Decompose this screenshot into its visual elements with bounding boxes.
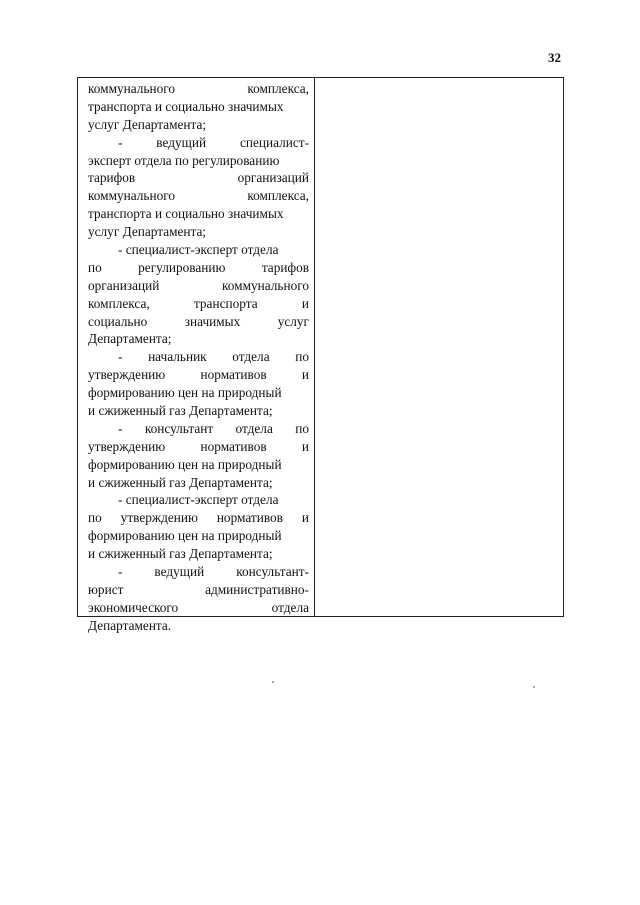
line-text-segment: услуг Департамента; (88, 116, 207, 132)
table-text-line (88, 545, 309, 563)
table-text-line (88, 80, 309, 98)
table-text-line (88, 599, 309, 617)
table-text-line (88, 491, 309, 509)
table-text-line (88, 277, 309, 295)
line-text-segment: нормативов (200, 367, 267, 383)
line-text-segment: административно- (205, 581, 309, 597)
line-text-segment: значимых (184, 313, 241, 329)
table-text-line (88, 438, 309, 456)
table-text-line (88, 152, 309, 170)
line-text-segment: - (118, 349, 123, 365)
table-text-line (88, 348, 309, 366)
line-text-segment: ведущий (154, 564, 205, 580)
line-text-segment: экономического (88, 599, 179, 615)
table-text-line (88, 509, 309, 527)
line-text-segment: коммунального (88, 188, 176, 204)
line-text-segment: утверждению (120, 510, 198, 526)
table-text-line (88, 474, 309, 492)
line-text-segment: по (295, 349, 309, 365)
table-cell-positions (78, 78, 315, 633)
line-text-segment: услуг (277, 313, 309, 329)
line-text-segment: и (301, 510, 309, 526)
scan-speck (533, 686, 535, 688)
line-text-segment: нормативов (216, 510, 283, 526)
line-text-segment: по (88, 259, 102, 275)
table-text-line (88, 98, 309, 116)
table-text-line (88, 187, 309, 205)
line-text-segment: и сжиженный газ Департамента; (88, 474, 273, 490)
line-text-segment: отдела (235, 420, 273, 436)
line-text-segment: транспорта и социально значимых (88, 98, 284, 114)
table-text-line (88, 527, 309, 545)
table-text-line (88, 116, 309, 134)
line-text-segment: и (301, 295, 309, 311)
positions-table (77, 77, 564, 633)
line-text-segment: ведущий (156, 134, 207, 150)
line-text-segment: отдела (232, 349, 270, 365)
table-text-line (88, 456, 309, 474)
line-text-segment: утверждению (88, 367, 166, 383)
line-text-segment: - (118, 564, 123, 580)
line-text-segment: эксперт отдела по регулированию (88, 152, 280, 168)
table-text-line (88, 223, 309, 241)
line-text-segment: и (301, 367, 309, 383)
line-text-segment: консультант (144, 420, 214, 436)
line-text-segment: нормативов (200, 438, 267, 454)
line-text-segment: услуг Департамента; (88, 224, 207, 240)
line-text-segment: юрист (88, 581, 124, 597)
line-text-segment: тарифов (261, 259, 309, 275)
line-text-segment: формированию цен на природный (88, 385, 282, 401)
table-text-line (88, 205, 309, 223)
line-text-segment: отдела (271, 599, 309, 615)
table-text-line (88, 169, 309, 187)
line-text-segment: - специалист-эксперт отдела (118, 242, 279, 258)
table-text-line (88, 563, 309, 581)
line-text-segment: транспорта и социально значимых (88, 206, 284, 222)
line-text-segment: тарифов (88, 170, 136, 186)
line-text-segment: - (118, 134, 123, 150)
line-text-segment: по (88, 510, 102, 526)
table-text-line (88, 581, 309, 599)
line-text-segment: комплекса, (88, 295, 150, 311)
line-text-segment: начальник (148, 349, 207, 365)
table-text-line (88, 134, 309, 152)
table-text-line (88, 384, 309, 402)
line-text-segment: транспорта (193, 295, 258, 311)
line-text-segment: и сжиженный газ Департамента; (88, 403, 273, 419)
table-text-line (88, 313, 309, 331)
line-text-segment: организаций (237, 170, 309, 186)
line-text-segment: Департамента; (88, 331, 172, 347)
line-text-segment: и (301, 438, 309, 454)
scan-speck (272, 681, 274, 683)
table-text-line (88, 366, 309, 384)
line-text-segment: регулированию (138, 259, 226, 275)
table-text-line (88, 259, 309, 277)
line-text-segment: специалист- (239, 134, 309, 150)
line-text-segment: - специалист-эксперт отдела (118, 492, 279, 508)
line-text-segment: консультант- (236, 564, 309, 580)
line-text-segment: по (295, 420, 309, 436)
line-text-segment: комплекса, (247, 81, 309, 96)
line-text-segment: коммунального (221, 277, 309, 293)
table-cell-empty (315, 78, 563, 616)
page-number: 32 (548, 50, 561, 65)
line-text-segment: - (118, 420, 123, 436)
line-text-segment: и сжиженный газ Департамента; (88, 546, 273, 562)
table-text-line (88, 241, 309, 259)
table-text-line (88, 330, 309, 348)
table-text-line (88, 295, 309, 313)
line-text-segment: формированию цен на природный (88, 456, 282, 472)
line-text-segment: формированию цен на природный (88, 528, 282, 544)
table-text-line (88, 420, 309, 438)
line-text-segment: утверждению (88, 438, 166, 454)
line-text-segment: социально (88, 313, 148, 329)
line-text-segment: комплекса, (247, 188, 309, 204)
line-text-segment: Департамента. (88, 617, 172, 633)
line-text-segment: организаций (88, 277, 160, 293)
table-text-line (88, 617, 309, 635)
line-text-segment: коммунального (88, 81, 176, 96)
table-text-line (88, 402, 309, 420)
